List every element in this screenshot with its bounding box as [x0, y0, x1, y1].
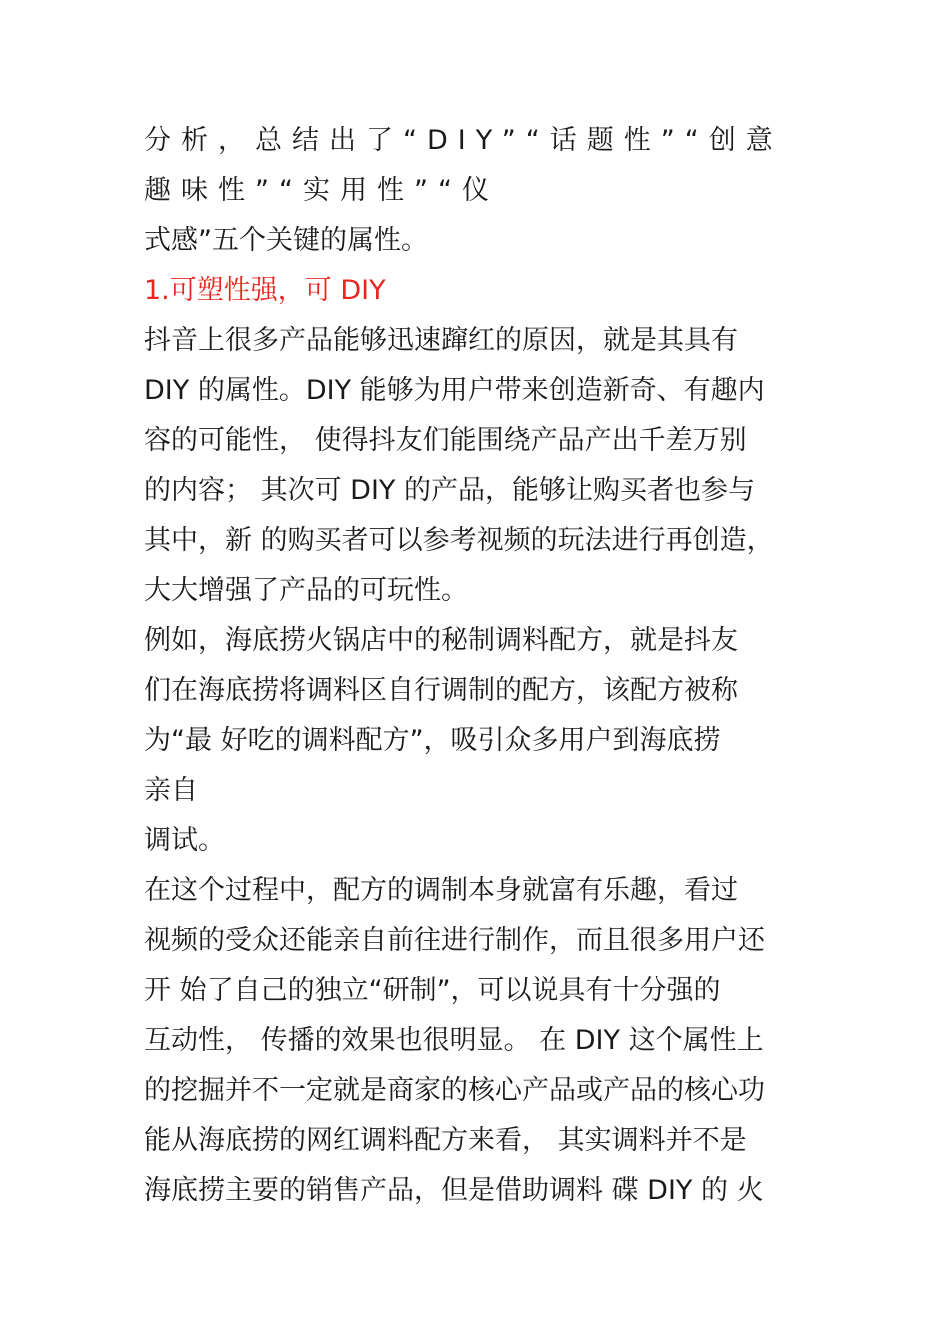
- paragraph-line: 海底捞主要的销售产品，但是借助调料 碟 DIY 的 火: [144, 1175, 764, 1206]
- paragraph-line: 抖音上很多产品能够迅速蹿红的原因，就是其具有: [144, 325, 738, 356]
- paragraph-line: 其中，新 的购买者可以参考视频的玩法进行再创造，: [144, 525, 774, 556]
- paragraph-line: 开 始了自己的独立“研制”，可以说具有十分强的: [144, 975, 721, 1006]
- paragraph-line: 调试。: [144, 825, 225, 856]
- paragraph-line: 在这个过程中，配方的调制本身就富有乐趣，看过: [144, 875, 738, 906]
- paragraph-line: 例如，海底捞火锅店中的秘制调料配方，就是抖友: [144, 625, 738, 656]
- paragraph-line: 亲自: [144, 775, 198, 806]
- paragraph-line: 能从海底捞的网红调料配方来看， 其实调料并不是: [144, 1125, 747, 1156]
- document-body: [144, 116, 824, 1216]
- paragraph-line: 的挖掘并不一定就是商家的核心产品或产品的核心功: [144, 1075, 765, 1106]
- paragraph-haidilao-example: [144, 616, 824, 866]
- paragraph-line: 互动性， 传播的效果也很明显。 在 DIY 这个属性上: [144, 1025, 764, 1056]
- paragraph-line: 为“最 好吃的调料配方”，吸引众多用户到海底捞: [144, 725, 721, 756]
- paragraph-process-interaction: [144, 866, 824, 1216]
- paragraph-line: 视频的受众还能亲自前往进行制作，而且很多用户还: [144, 925, 765, 956]
- section-heading: 1.可塑性强，可 DIY: [144, 275, 386, 306]
- paragraph-line: 的内容； 其次可 DIY 的产品，能够让购买者也参与: [144, 475, 755, 506]
- paragraph-line: 们在海底捞将调料区自行调制的配方，该配方被称: [144, 675, 738, 706]
- paragraph-line: 大大增强了产品的可玩性。: [144, 575, 468, 606]
- paragraph-line: 容的可能性， 使得抖友们能围绕产品产出千差万别: [144, 425, 747, 456]
- intro-line-2: 趣味性”“实用性”“仪: [144, 175, 499, 206]
- paragraph-line: DIY 的属性。DIY 能够为用户带来创造新奇、有趣内: [144, 375, 765, 406]
- intro-line-3: 式感”五个关键的属性。: [144, 225, 428, 256]
- paragraph-diy-attribute: [144, 316, 824, 616]
- intro-line-1: 分析，总结出了“DIY”“话题性”“创意: [144, 125, 783, 156]
